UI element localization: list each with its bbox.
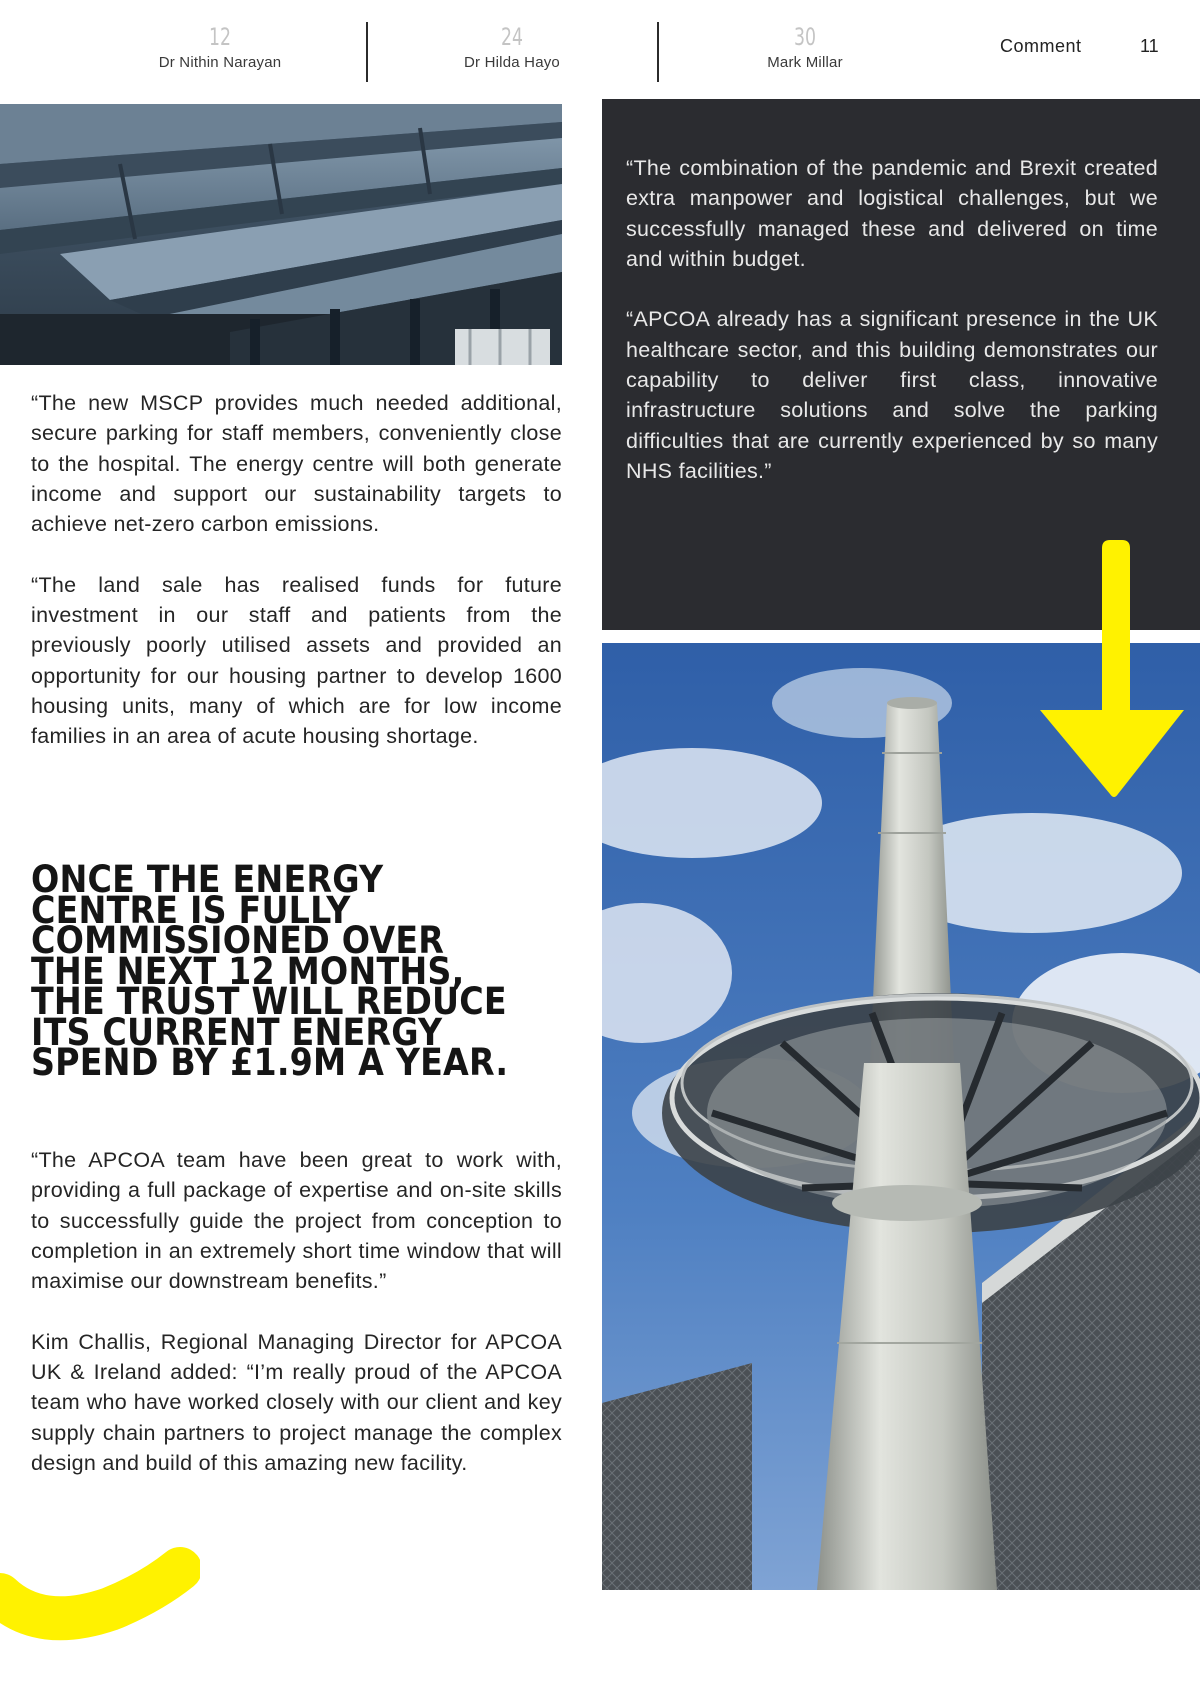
nav-link-narayan[interactable]: [90, 22, 350, 72]
paragraph: “The combination of the pandemic and Brexit created extra manpower and logistical challenges, but we successfully managed these and delivered on time and within budget.: [626, 156, 1158, 271]
article-nav: [0, 0, 1200, 96]
page-number: 11: [1140, 36, 1159, 56]
nav-link-hayo[interactable]: [382, 22, 642, 72]
paragraph: “APCOA already has a significant presence in the UK healthcare sector, and this building demonstrates our capability to deliver first class, innovative infrastructure solutions and solve the parking difficulties that are currently experienced by so many NHS facilities.”: [626, 307, 1158, 483]
section-label: Comment: [1000, 36, 1082, 56]
nav-page-number: 30: [793, 23, 816, 51]
nav-author: Mark Millar: [767, 54, 843, 71]
right-column-text: [626, 153, 1158, 517]
paragraph: “The land sale has realised funds for future investment in our staff and patients from the previously poorly utilised assets and provided an opportunity for our housing partner to develop 1600 housing units, many of which are for low income families in an area of acute housing shortage.: [31, 572, 562, 749]
yellow-swoosh-decoration: [0, 1545, 200, 1655]
nav-divider: [657, 22, 659, 82]
pull-quote: ONCE THE ENERGY CENTRE IS FULLY COMMISSIONED OVER THE NEXT 12 MONTHS, THE TRUST WILL REDUCE ITS CURRENT ENERGY SPEND BY £1.9M A YEAR.: [31, 858, 509, 1084]
paragraph: Kim Challis, Regional Managing Director for APCOA UK & Ireland added: “I’m really proud of the APCOA team who have worked closely with our client and key supply chain partners to project manage the complex design and build of this amazing new facility.: [31, 1329, 562, 1475]
nav-page-number: 24: [500, 23, 523, 51]
paragraph: “The APCOA team have been great to work with, providing a full package of expertise and on-site skills to successfully guide the project from conception to completion in an extremely short time window that will maximise our downstream benefits.”: [31, 1148, 562, 1294]
left-column-top: [31, 388, 562, 782]
nav-link-millar[interactable]: [675, 22, 935, 72]
left-column-bottom: [31, 1145, 562, 1509]
steel-beams-photo: [0, 104, 562, 365]
nav-page-number: 12: [208, 23, 231, 51]
nav-author: Dr Hilda Hayo: [464, 54, 560, 71]
arrow-down-icon: [1036, 540, 1186, 800]
nav-author: Dr Nithin Narayan: [158, 54, 282, 71]
nav-divider: [366, 22, 368, 82]
paragraph: “The new MSCP provides much needed additional, secure parking for staff members, conveniently close to the hospital. The energy centre will both generate income and support our sustainability targets to achieve net-zero carbon emissions.: [31, 391, 562, 537]
